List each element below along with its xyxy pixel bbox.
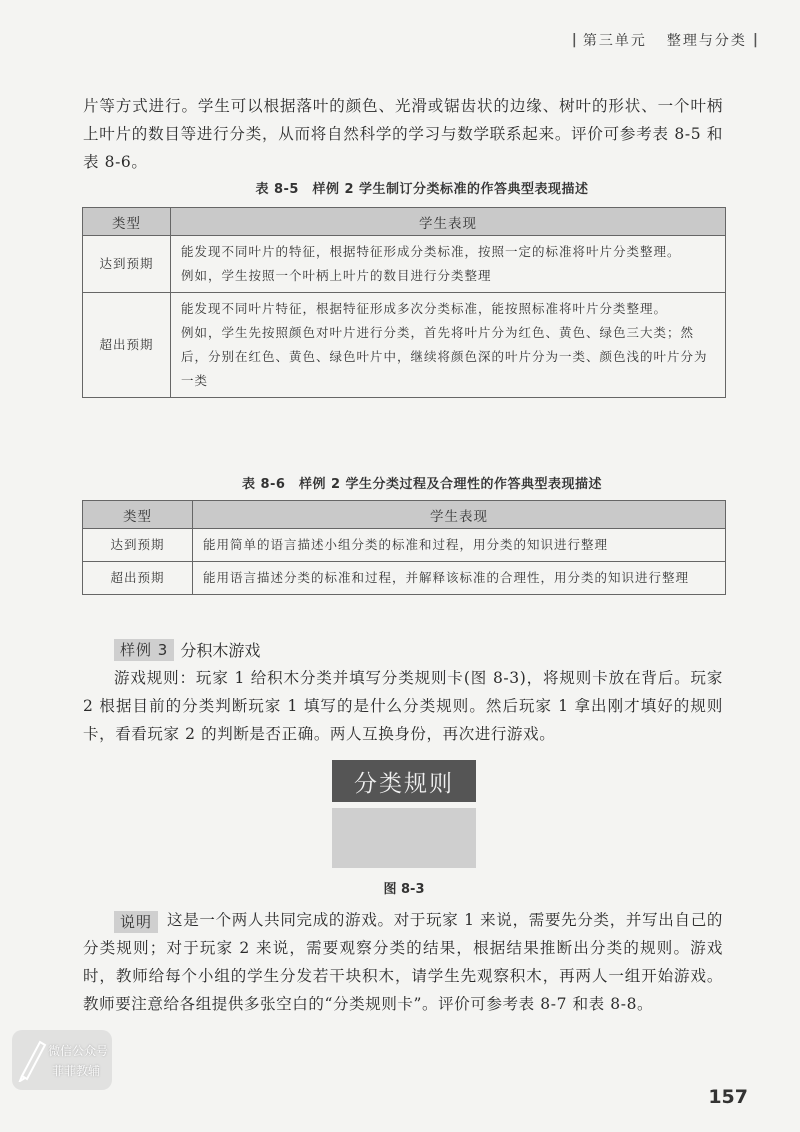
description-example: 例如，学生按照一个叶柄上叶片的数目进行分类整理	[181, 268, 492, 283]
table-header-row	[83, 208, 726, 236]
chapter-topic: 整理与分类	[666, 33, 747, 49]
table-header-row	[83, 501, 726, 529]
wechat-watermark	[12, 1030, 112, 1090]
sample3-title: 分积木游戏	[180, 641, 261, 660]
row-description: 能用简单的语言描述小组分类的标准和过程，用分类的知识进行整理	[193, 529, 726, 562]
table1-caption: 表 8-5 样例 2 学生制订分类标准的作答典型表现描述	[255, 182, 589, 197]
note-paragraph: 这是一个两人共同完成的游戏。对于玩家 1 来说，需要先分类，并写出自己的分类规则；对于玩家 2 来说，需要观察分类的结果，根据结果推断出分类的规则。游戏时，教师给每个小组的学生分发若干块积木，请学生先观察积木，再两人一组开始游戏。教师要注意给各组提供多张空白的“分类规则卡”。评价可参考表 8-7 和表 8-8。	[83, 911, 723, 1013]
table-row	[83, 529, 726, 562]
table-8-6	[82, 500, 726, 595]
row-description	[171, 293, 726, 398]
description-example: 例如，学生先按照颜色对叶片进行分类，首先将叶片分为红色、黄色、绿色三大类；然后，分别在红色、黄色、绿色叶片中，继续将颜色深的叶片分为一类、颜色浅的叶片分为一类	[181, 325, 708, 388]
table-row	[83, 562, 726, 595]
row-description: 能用语言描述分类的标准和过程，并解释该标准的合理性，用分类的知识进行整理	[193, 562, 726, 595]
pen-icon	[16, 1036, 48, 1082]
chapter-label: 第三单元	[582, 33, 647, 49]
table-8-5	[82, 207, 726, 398]
note-tag: 说明	[114, 911, 158, 933]
row-description	[171, 236, 726, 293]
intro-paragraph: 片等方式进行。学生可以根据落叶的颜色、光滑或锯齿状的边缘、树叶的形状、一个叶柄上叶片的数目等进行分类，从而将自然科学的学习与数学联系起来。评价可参考表 8-5 和表 8-6。	[83, 97, 723, 171]
table2-caption: 表 8-6 样例 2 学生分类过程及合理性的作答典型表现描述	[241, 477, 603, 492]
sample3-heading	[114, 638, 260, 661]
column-header-performance: 学生表现	[193, 501, 726, 529]
row-type: 超出预期	[83, 293, 171, 398]
column-header-performance: 学生表现	[171, 208, 726, 236]
rule-card-blank	[332, 808, 476, 868]
sample3-tag: 样例 3	[114, 639, 174, 661]
row-type: 达到预期	[83, 236, 171, 293]
table-row	[83, 236, 726, 293]
description-line: 能发现不同叶片特征，根据特征形成多次分类标准，能按照标准将叶片分类整理。	[181, 301, 668, 316]
watermark-line2: 菲菲教辅	[52, 1064, 101, 1078]
header-bar-end: |	[752, 32, 758, 48]
column-header-type: 类型	[83, 208, 171, 236]
column-header-type: 类型	[83, 501, 193, 529]
game-rules-paragraph: 游戏规则：玩家 1 给积木分类并填写分类规则卡(图 8-3)，将规则卡放在背后。玩家 2 根据目前的分类判断玩家 1 填写的是什么分类规则。然后玩家 1 拿出刚才填好的规则卡，看看玩家 2 的判断是否正确。两人互换身份，再次进行游戏。	[83, 669, 723, 743]
running-header	[572, 30, 758, 50]
rule-card-title: 分类规则	[332, 760, 476, 802]
table-row	[83, 293, 726, 398]
row-type: 达到预期	[83, 529, 193, 562]
header-bar: |	[571, 32, 577, 48]
figure-caption: 图 8-3	[383, 882, 425, 897]
watermark-line1: 微信公众号	[48, 1044, 109, 1058]
row-type: 超出预期	[83, 562, 193, 595]
description-line: 能发现不同叶片的特征，根据特征形成分类标准，按照一定的标准将叶片分类整理。	[181, 244, 681, 259]
page-number: 157	[708, 1086, 748, 1108]
